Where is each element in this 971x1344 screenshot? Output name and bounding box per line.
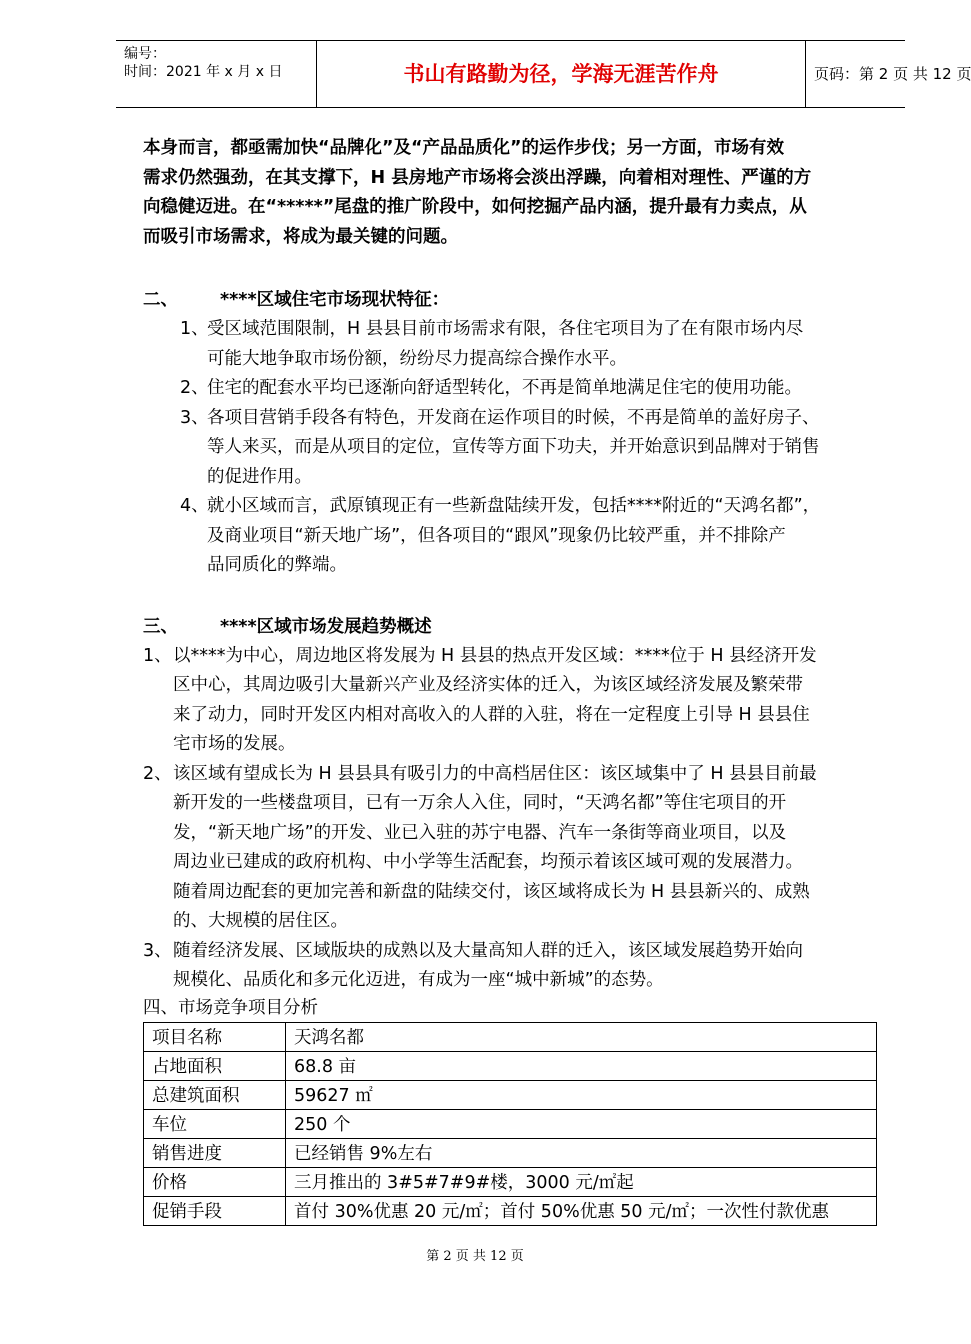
table-row xyxy=(144,1138,877,1167)
list-item: 1、 受区域范围限制，H 县县目前市场需求有限，各住宅项目为了在有限市场内尽 可能大地争取市场份额，纷纷尽力提高综合操作水平。 xyxy=(180,319,804,369)
intro-line: 而吸引市场需求，将成为最关键的问题。 xyxy=(143,226,458,247)
document-body xyxy=(143,134,888,1226)
list-item: 3、 随着经济发展、区域版块的成熟以及大量高知人群的迁入，该区域发展趋势开始向 规模化、品质化和多元化迈进，有成为一座“城中新城”的态势。 xyxy=(143,940,803,990)
intro-line: 本身而言，都亟需加快“品牌化”及“产品品质化”的运作步伐；另一方面，市场有效 xyxy=(143,138,785,158)
header-page-label: 页码：第 2 页 共 12 页 xyxy=(814,65,971,83)
table-key: 销售进度 xyxy=(144,1138,286,1167)
section-2-heading: ****区域住宅市场现状特征： xyxy=(220,290,450,310)
list-item: 2、 住宅的配套水平均已逐渐向舒适型转化，不再是简单地满足住宅的使用功能。 xyxy=(180,378,802,398)
table-key: 促销手段 xyxy=(144,1196,286,1225)
table-value: 首付 30%优惠 20 元/㎡；首付 50%优惠 50 元/㎡；一次性付款优惠 xyxy=(286,1196,877,1225)
header-meta xyxy=(116,41,316,107)
table-key: 占地面积 xyxy=(144,1051,286,1080)
intro-line: 向稳健迈进。在“*****”尾盘的推广阶段中，如何挖掘产品内涵，提升最有力卖点，从 xyxy=(143,197,807,217)
table-key: 车位 xyxy=(144,1109,286,1138)
table-row xyxy=(144,1080,877,1109)
competition-table xyxy=(143,1022,877,1226)
section-2-number: 二、 xyxy=(143,290,178,310)
table-value: 三月推出的 3#5#7#9#楼，3000 元/㎡起 xyxy=(286,1167,877,1196)
table-row xyxy=(144,1196,877,1225)
table-value: 已经销售 9%左右 xyxy=(286,1138,877,1167)
header-motto: 书山有路勤为径，学海无涯苦作舟 xyxy=(316,41,806,107)
section-3-list xyxy=(143,642,888,996)
list-item: 4、 就小区域而言，武原镇现正有一些新盘陆续开发，包括****附近的“天鸿名都”， 及商业项目“新天地广场”，但各项目的“跟风”现象仍比较严重，并不排除产 品同质化的弊端。 xyxy=(180,496,821,575)
table-row xyxy=(144,1167,877,1196)
table-value: 250 个 xyxy=(286,1109,877,1138)
page-footer: 第 2 页 共 12 页 xyxy=(426,1249,524,1264)
section-4-title: 四、市场竞争项目分析 xyxy=(143,997,318,1018)
table-row xyxy=(144,1022,877,1051)
time-label: 时间：2021 年 x 月 x 日 xyxy=(124,64,283,80)
intro-paragraph xyxy=(143,134,888,252)
page-header xyxy=(116,40,971,108)
table-key: 价格 xyxy=(144,1167,286,1196)
table-value: 59627 ㎡ xyxy=(286,1080,877,1109)
section-3-heading: ****区域市场发展趋势概述 xyxy=(220,616,432,637)
table-value: 68.8 亩 xyxy=(286,1051,877,1080)
table-value: 天鸿名都 xyxy=(286,1022,877,1051)
section-2-list xyxy=(143,315,888,581)
list-item: 1、 以****为中心，周边地区将发展为 H 县县的热点开发区域：****位于 H 县经济开发 区中心，其周边吸引大量新兴产业及经济实体的迁入，为该区域经济发展及繁荣带 来了动力，同时开发区内相对高收入的人群的入驻，将在一定程度上引导 H 县县住 宅市场的发展。 xyxy=(143,645,817,754)
table-key: 项目名称 xyxy=(144,1022,286,1051)
section-3-title xyxy=(143,613,888,642)
table-row xyxy=(144,1109,877,1138)
section-2-title xyxy=(143,286,888,315)
list-item: 3、 各项目营销手段各有特色，开发商在运作项目的时候，不再是简单的盖好房子、 等人来买，而是从项目的定位，宣传等方面下功夫，并开始意识到品牌对于销售 的促进作用。 xyxy=(180,407,820,487)
list-item: 2、 该区域有望成长为 H 县县具有吸引力的中高档居住区：该区域集中了 H 县县目前最 新开发的一些楼盘项目，已有一万余人入住，同时，“天鸿名都”等住宅项目的开 发，“新天地广场”的开发、业已入驻的苏宁电器、汽车一条街等商业项目，以及 周边业已建成的政府机构、中小学等生活配套，均预示着该区域可观的发展潜力。 随着周边配套的更加完善和新盘的陆续交付，该区域将成长为 H 县县新兴的、成熟 的、大规模的居住区。 xyxy=(143,763,817,931)
intro-line: 需求仍然强劲，在其支撑下，H 县房地产市场将会淡出浮躁，向着相对理性、严谨的方 xyxy=(143,167,812,188)
number-label: 编号： xyxy=(124,46,166,62)
table-key: 总建筑面积 xyxy=(144,1080,286,1109)
table-row xyxy=(144,1051,877,1080)
section-3-number: 三、 xyxy=(143,616,178,637)
